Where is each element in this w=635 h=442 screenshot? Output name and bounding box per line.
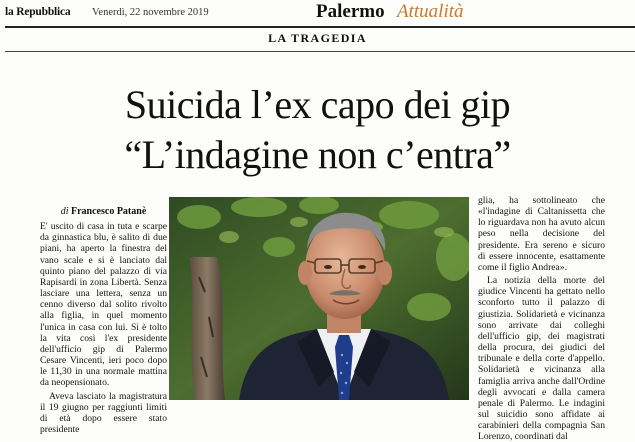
article-column-right <box>478 195 605 442</box>
headline-line-1: Suicida l’ex capo dei gip <box>124 82 511 127</box>
article-kicker: LA TRAGEDIA <box>268 31 367 45</box>
edition-city: Palermo <box>316 1 385 22</box>
portrait-photo <box>169 197 469 400</box>
byline-prefix: di <box>60 206 69 217</box>
byline <box>40 206 167 217</box>
article-column-left <box>40 206 167 435</box>
headline-line-2: “L’indagine non c’entra” <box>124 132 511 177</box>
body-paragraph: Aveva lasciato la magistratura il 19 giugno per raggiunti limiti di età dopo essere stato presidente <box>40 390 167 435</box>
body-paragraph: glia, ha sottolineato che «l'indagine di Caltanissetta che lo riguardava non ha avuto alcun peso nella decisione del presidente. Era sereno e sicuro di essere innocente, esattamente come il figlio Andrea». <box>478 195 605 273</box>
issue-date: Venerdì, 22 novembre 2019 <box>92 6 209 18</box>
masthead <box>0 0 635 27</box>
newspaper-logo: la Repubblica <box>5 6 71 18</box>
section-name: Attualità <box>397 1 464 22</box>
body-paragraph: La notizia della morte del giudice Vincenti ha gettato nello sconforto tutto il palazzo di giustizia. Solidarietà e vicinanza sono arrivate dai colleghi dell'ufficio gip, dei magistrati della procura, dei giudici del tribunale e della corte d'appello. Solidarietà e vicinanza alla famiglia arriva anche dall'Ordine degli avvocati e dalla camera penale di Palermo. Le indagini sul suicidio sono affidate ai carabinieri della compagnia San Lorenzo, coordinati dal <box>478 275 605 442</box>
byline-author: Francesco Patanè <box>71 206 147 217</box>
body-paragraph: E' uscito di casa in tuta e scarpe da ginnastica blu, è salito di due piani, ha aperto la finestra del vano scale e si è lanciato dal quinto piano del palazzo di via Rapisardi in zona Libertà. Senza lasciare una lettera, senza un cenno diverso dal solito rivolto alla figlia, in quel momento l'unica in casa con lui. Si è tolto la vita così l'ex presidente dell'ufficio gip di Palermo Cesare Vincenti, ieri poco dopo le 11,30 in una normale mattina da neopensionato. <box>40 221 167 389</box>
article-photo <box>169 197 469 400</box>
masthead-divider <box>5 26 635 28</box>
kicker-divider <box>5 51 635 52</box>
